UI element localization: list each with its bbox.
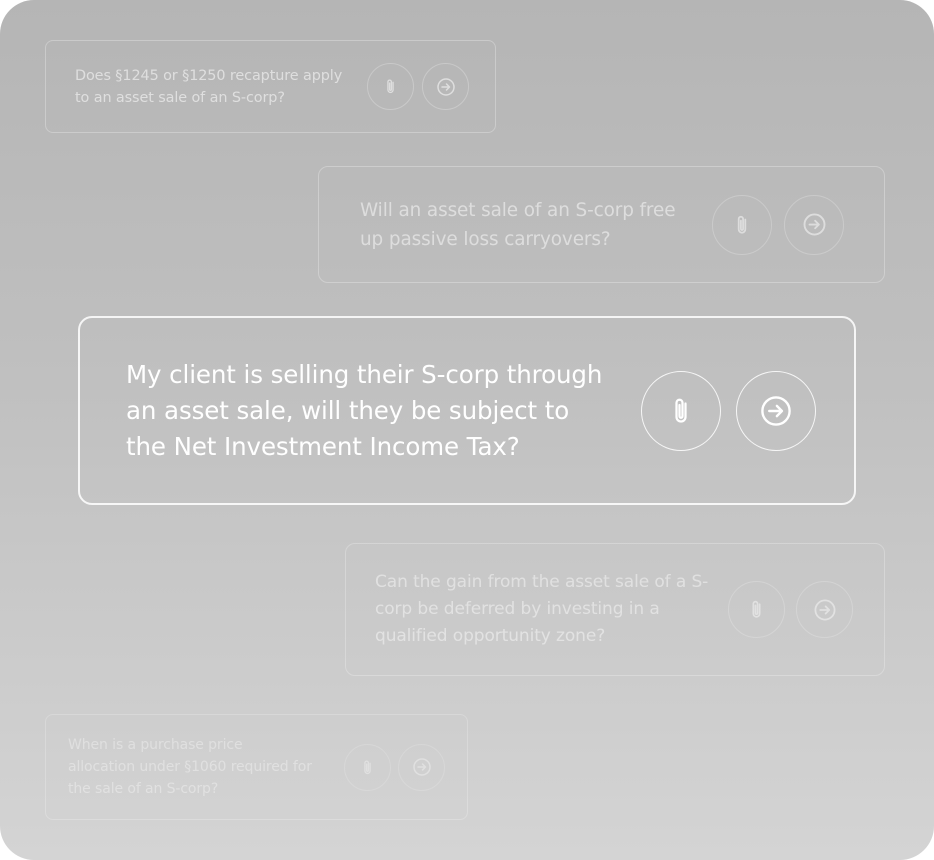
prompt-card[interactable] <box>318 166 885 283</box>
arrow-right-circle-icon <box>412 757 432 777</box>
prompt-actions <box>728 581 853 638</box>
prompt-card[interactable] <box>45 40 496 133</box>
prompt-text: My client is selling their S-corp through an asset sale, will they be subject to the Net Investment Income Tax? <box>126 359 603 461</box>
paperclip-icon <box>750 599 763 620</box>
paperclip-icon <box>735 214 749 236</box>
paperclip-icon <box>362 759 373 776</box>
prompt-actions <box>367 63 469 110</box>
prompt-text: Does §1245 or §1250 recapture apply to an asset sale of an S-corp? <box>75 67 343 106</box>
send-button[interactable] <box>784 195 844 255</box>
prompt-card-active[interactable] <box>78 316 856 505</box>
paperclip-icon <box>385 78 396 95</box>
arrow-right-circle-icon <box>436 77 456 97</box>
prompt-actions <box>712 195 844 255</box>
arrow-right-circle-icon <box>813 598 837 622</box>
send-button[interactable] <box>736 371 816 451</box>
prompt-text: Can the gain from the asset sale of a S-corp be deferred by investing in a qualified opportunity zone? <box>375 572 709 646</box>
attach-button[interactable] <box>712 195 772 255</box>
prompt-text: When is a purchase price allocation under §1060 required for the sale of an S-corp? <box>68 737 312 797</box>
attach-button[interactable] <box>344 744 391 791</box>
attach-button[interactable] <box>728 581 785 638</box>
prompt-text: Will an asset sale of an S-corp free up passive loss carryovers? <box>360 199 676 250</box>
attach-button[interactable] <box>641 371 721 451</box>
send-button[interactable] <box>796 581 853 638</box>
attach-button[interactable] <box>367 63 414 110</box>
prompt-card[interactable] <box>345 543 885 676</box>
send-button[interactable] <box>422 63 469 110</box>
prompt-actions <box>344 744 445 791</box>
arrow-right-circle-icon <box>802 212 827 237</box>
prompt-card[interactable] <box>45 714 468 820</box>
arrow-right-circle-icon <box>759 394 793 428</box>
send-button[interactable] <box>398 744 445 791</box>
paperclip-icon <box>672 396 690 426</box>
prompt-actions <box>641 371 816 451</box>
